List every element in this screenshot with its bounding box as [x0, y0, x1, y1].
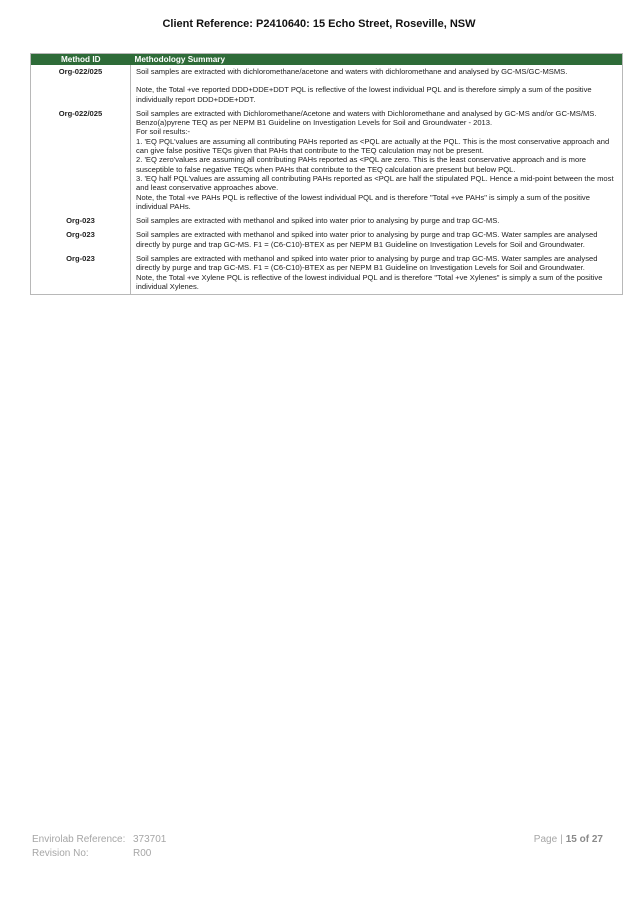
methodology-summary	[131, 214, 623, 228]
page-label: Page	[533, 834, 558, 845]
method-id: Org-023	[31, 214, 131, 228]
method-id: Org-022/025	[31, 65, 131, 107]
summary-line: Soil samples are extracted with dichloromethane/acetone and waters with dichloromethane and analysed by GC-MS/GC-MSMS.	[136, 67, 568, 76]
summary-line: Soil samples are extracted with methanol and spiked into water prior to analysing by purge and trap GC-MS.	[136, 216, 500, 226]
table-header-row	[31, 54, 623, 66]
methodology-summary	[131, 252, 623, 295]
summary-line: 1. 'EQ PQL'values are assuming all contributing PAHs reported as <PQL are actually at the PQL. This is the most conservative approach and can give false positive TEQs given that PAHs that contribute to the TEQ calculation may not be present.	[136, 136, 610, 156]
summary-line: For soil results:-	[136, 127, 191, 137]
column-header-method-id: Method ID	[31, 54, 131, 66]
revision-number	[32, 847, 166, 861]
revision-value: R00	[133, 848, 152, 859]
methodology-table	[30, 53, 623, 295]
page-separator: |	[560, 834, 563, 845]
method-id: Org-022/025	[31, 107, 131, 214]
table-row	[31, 107, 623, 214]
summary-line: Note, the Total +ve Xylene PQL is reflective of the lowest individual PQL and is therefore "Total +ve Xylenes" is simply a sum of the positive individual Xylenes.	[136, 272, 603, 291]
summary-line: Soil samples are extracted with methanol and spiked into water prior to analysing by purge and trap GC-MS. Water samples are analysed directly by purge and trap GC-MS. F1 = (C6-C10)-BTEX as per NEPM B1 Guideline on Investigation Levels for Soil and Groundwater.	[136, 230, 598, 249]
page-number	[534, 833, 603, 847]
summary-line: Note, the Total +ve reported DDD+DDE+DDT PQL is reflective of the lowest individual PQL and is therefore simply a sum of the positive individually report DDD+DDE+DDT.	[136, 85, 592, 104]
table-row	[31, 214, 623, 228]
method-id: Org-023	[31, 228, 131, 252]
footer-references	[32, 833, 166, 861]
summary-line: 2. 'EQ zero'values are assuming all contributing PAHs reported as <PQL are zero. This is the least conservative approach and is more susceptible to false negative TEQs when PAHs that contribute to the TEQ calculation are present but below PQL.	[136, 155, 586, 174]
envirolab-reference-value: 373701	[133, 834, 167, 845]
column-header-methodology-summary: Methodology Summary	[131, 54, 623, 66]
envirolab-reference	[32, 833, 166, 847]
revision-label: Revision No:	[32, 848, 89, 859]
summary-line: 3. 'EQ half PQL'values are assuming all contributing PAHs reported as <PQL are half the stipulated PQL. Hence a mid-point between the most and least conservative approaches above.	[136, 173, 614, 193]
client-reference: Client Reference: P2410640: 15 Echo Street, Roseville, NSW	[162, 18, 476, 30]
methodology-summary	[131, 228, 623, 252]
summary-line: Soil samples are extracted with Dichloromethane/Acetone and waters with Dichloromethane and analysed by GC-MS and/or GC-MS/MS. Benzo(a)pyrene TEQ as per NEPM B1 Guideline on Investigation Levels for Soil and Groundwater - 2013.	[136, 108, 597, 128]
methodology-summary	[131, 107, 623, 214]
table-row	[31, 252, 623, 295]
summary-line: Note, the Total +ve PAHs PQL is reflective of the lowest individual PQL and is therefore "Total +ve PAHs" is simply a sum of the positive individual PAHs.	[136, 192, 590, 211]
table-row	[31, 65, 623, 107]
summary-line: Soil samples are extracted with methanol and spiked into water prior to analysing by purge and trap GC-MS. Water samples are analysed directly by purge and trap GC-MS. F1 = (C6-C10)-BTEX as per NEPM B1 Guideline on Investigation Levels for Soil and Groundwater.	[136, 254, 598, 273]
method-id: Org-023	[31, 252, 131, 295]
envirolab-reference-label: Envirolab Reference:	[32, 834, 126, 845]
table-row	[31, 228, 623, 252]
methodology-summary	[131, 65, 623, 107]
page-value: 15 of 27	[565, 834, 603, 845]
